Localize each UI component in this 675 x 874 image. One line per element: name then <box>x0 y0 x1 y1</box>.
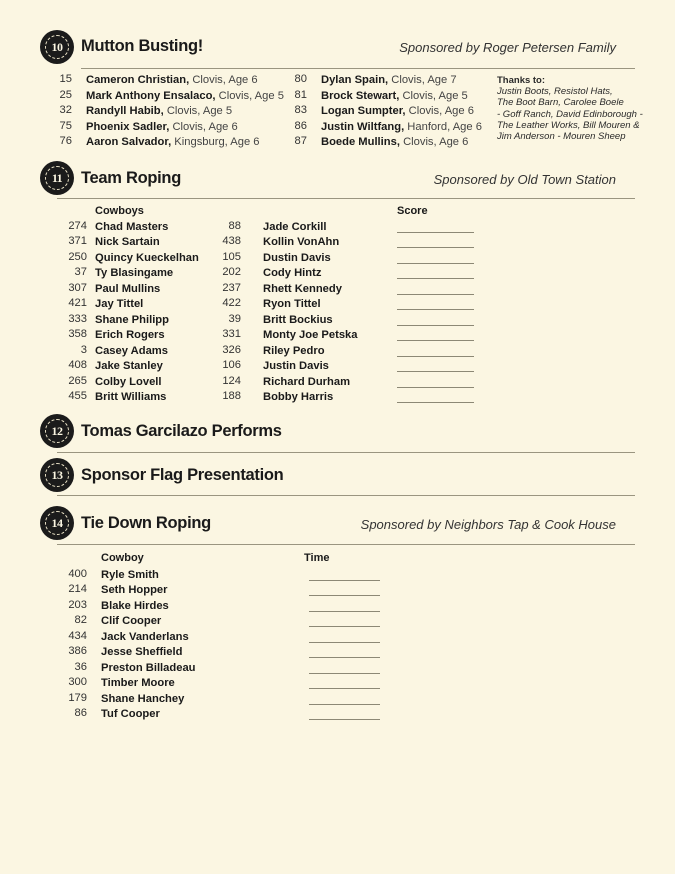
score-line <box>397 325 474 326</box>
heeler-number: 188 <box>222 389 241 402</box>
event-number: 13 <box>45 463 69 487</box>
event-badge-12 <box>40 414 74 448</box>
heeler-name: Bobby Harris <box>263 390 334 403</box>
heeler-name: Kollin VonAhn <box>263 236 340 249</box>
event-badge-13 <box>40 458 74 492</box>
contestant-name: Boede Mullins, <box>321 136 400 149</box>
cowboy-name: Shane Hanchey <box>101 692 185 705</box>
event-number: 11 <box>45 166 69 190</box>
heeler-number: 105 <box>222 250 241 263</box>
section-title: Team Roping <box>81 169 181 187</box>
section-title: Sponsor Flag Presentation <box>81 466 284 484</box>
header-score: Score <box>397 205 428 217</box>
heeler-name: Rhett Kennedy <box>263 282 342 295</box>
header-time: Time <box>304 552 330 564</box>
time-line <box>309 719 380 720</box>
thanks-title: Thanks to: <box>497 75 546 86</box>
contestant-info: Clovis, Age 7 <box>391 74 457 86</box>
header-name: Jay Tittel <box>95 298 144 311</box>
heeler-number: 39 <box>228 312 241 325</box>
contestant-info: Clovis, Age 6 <box>172 120 238 133</box>
time-line <box>309 580 380 581</box>
heeler-name: Cody Hintz <box>263 267 322 280</box>
heeler-number: 331 <box>222 328 241 341</box>
section-title: Tomas Garcilazo Performs <box>81 422 282 440</box>
header-name: Chad Masters <box>95 221 169 233</box>
heeler-name: Justin Davis <box>263 360 329 373</box>
header-name: Casey Adams <box>95 344 168 357</box>
time-line <box>309 642 380 643</box>
heeler-number: 202 <box>222 266 241 279</box>
header-name: Quincy Kueckelhan <box>95 251 199 264</box>
heeler-name: Britt Bockius <box>263 313 333 326</box>
contestant-info: Kingsburg, Age 6 <box>174 136 260 149</box>
thanks-line: - Goff Ranch, David Edinborough - <box>497 108 643 120</box>
cowboy-name: Seth Hopper <box>101 584 168 597</box>
heeler-name: Jade Corkill <box>263 221 327 233</box>
entry-number: 300 <box>68 676 87 689</box>
contestant-name: Aaron Salvador, <box>86 136 172 149</box>
contestant-info: Clovis, Age 6 <box>403 136 469 149</box>
section-sponsor: Sponsored by Neighbors Tap & Cook House <box>360 517 616 532</box>
header-number: 307 <box>68 281 87 294</box>
event-number: 12 <box>45 419 69 443</box>
score-line <box>397 263 474 264</box>
contestant-info: Hanford, Age 6 <box>407 120 482 133</box>
heeler-number: 237 <box>222 281 241 294</box>
time-line <box>309 611 380 612</box>
contestant-entry <box>86 73 258 87</box>
section-divider <box>57 198 635 199</box>
contestant-name: Randyll Habib, <box>86 105 164 118</box>
score-line <box>397 232 474 233</box>
thanks-line: Jim Anderson - Mouren Sheep <box>497 131 626 143</box>
header-name: Colby Lovell <box>95 375 162 388</box>
contestant-name: Justin Wiltfang, <box>321 120 405 133</box>
header-number: 408 <box>68 359 87 372</box>
entry-number: 80 <box>294 73 307 85</box>
time-line <box>309 673 380 674</box>
entry-number: 83 <box>294 104 307 117</box>
section-sponsor: Sponsored by Old Town Station <box>433 172 616 187</box>
cowboy-name: Blake Hirdes <box>101 599 169 612</box>
entry-number: 87 <box>294 135 307 148</box>
header-name: Britt Williams <box>95 390 167 403</box>
entry-number: 25 <box>59 88 72 101</box>
section-title: Tie Down Roping <box>81 514 211 532</box>
time-line <box>309 626 380 627</box>
event-badge-14 <box>40 506 74 540</box>
heeler-name: Monty Joe Petska <box>263 329 358 342</box>
heeler-name: Dustin Davis <box>263 251 331 264</box>
heeler-name: Ryon Tittel <box>263 298 321 311</box>
entry-number: 86 <box>294 119 307 132</box>
contestant-info: Clovis, Age 5 <box>402 89 468 102</box>
header-number: 274 <box>68 220 87 232</box>
time-line <box>309 688 380 689</box>
entry-number: 203 <box>68 598 87 611</box>
entry-number: 81 <box>294 88 307 101</box>
contestant-entry <box>321 89 468 103</box>
thanks-line: The Boot Barn, Carolee Boele <box>497 97 624 109</box>
score-line <box>397 356 474 357</box>
thanks-lines <box>497 86 643 142</box>
heeler-name: Richard Durham <box>263 375 351 388</box>
score-line <box>397 278 474 279</box>
heeler-number: 88 <box>228 220 241 232</box>
contestant-entry <box>86 89 284 103</box>
cowboy-name: Clif Cooper <box>101 615 162 628</box>
event-badge-10 <box>40 30 74 64</box>
event-number: 14 <box>45 511 69 535</box>
thanks-line: The Leather Works, Bill Mouren & <box>497 119 640 131</box>
heeler-number: 422 <box>222 297 241 310</box>
cowboy-name: Tuf Cooper <box>101 708 160 721</box>
score-line <box>397 294 474 295</box>
header-number: 421 <box>68 297 87 310</box>
heeler-number: 124 <box>222 374 241 387</box>
header-cowboy: Cowboy <box>101 552 144 564</box>
header-name: Erich Rogers <box>95 329 165 342</box>
contestant-info: Clovis, Age 5 <box>218 89 284 102</box>
contestant-name: Brock Stewart, <box>321 89 400 102</box>
thanks-block <box>497 75 643 142</box>
header-number: 455 <box>68 389 87 402</box>
time-line <box>309 595 380 596</box>
contestant-entry <box>321 135 468 149</box>
heeler-number: 106 <box>222 359 241 372</box>
contestant-entry <box>321 73 457 87</box>
section-divider <box>57 544 635 545</box>
entry-number: 434 <box>68 629 87 642</box>
heeler-number: 438 <box>222 235 241 248</box>
contestant-entry <box>321 104 474 118</box>
contestant-entry <box>86 120 238 134</box>
heeler-number: 326 <box>222 343 241 356</box>
header-name: Shane Philipp <box>95 313 169 326</box>
time-line <box>309 657 380 658</box>
event-number: 10 <box>45 35 69 59</box>
contestant-name: Cameron Christian, <box>86 74 190 86</box>
entry-number: 76 <box>59 135 72 148</box>
header-number: 37 <box>74 266 87 279</box>
contestant-info: Clovis, Age 5 <box>166 105 233 118</box>
section-divider <box>81 68 635 69</box>
entry-number: 36 <box>74 660 87 673</box>
score-line <box>397 387 474 388</box>
score-line <box>397 402 474 403</box>
section-sponsor: Sponsored by Roger Petersen Family <box>399 40 616 55</box>
cowboy-name: Timber Moore <box>101 677 175 690</box>
header-number: 371 <box>68 235 87 248</box>
score-line <box>397 309 474 310</box>
header-name: Ty Blasingame <box>95 267 174 280</box>
entry-number: 179 <box>68 691 87 704</box>
event-badge-11 <box>40 161 74 195</box>
contestant-entry <box>86 135 260 149</box>
contestant-name: Dylan Spain, <box>321 74 389 86</box>
header-name: Jake Stanley <box>95 360 163 373</box>
contestant-entry <box>321 120 482 134</box>
header-number: 358 <box>68 328 87 341</box>
contestant-info: Clovis, Age 6 <box>192 74 258 86</box>
contestant-entry <box>86 104 232 118</box>
score-line <box>397 340 474 341</box>
entry-number: 15 <box>59 73 72 85</box>
contestant-name: Mark Anthony Ensalaco, <box>86 89 216 102</box>
entry-number: 86 <box>74 707 87 720</box>
contestant-name: Phoenix Sadler, <box>86 120 170 133</box>
score-line <box>397 371 474 372</box>
header-name: Paul Mullins <box>95 282 161 295</box>
entry-number: 75 <box>59 119 72 132</box>
contestant-name: Logan Sumpter, <box>321 105 406 118</box>
header-number: 265 <box>68 374 87 387</box>
header-number: 250 <box>68 250 87 263</box>
cowboy-name: Jack Vanderlans <box>101 630 189 643</box>
cowboy-name: Jesse Sheffield <box>101 646 183 659</box>
entry-number: 82 <box>74 614 87 627</box>
cowboy-name: Preston Billadeau <box>101 661 196 674</box>
header-number: 3 <box>80 343 87 356</box>
cowboy-name: Ryle Smith <box>101 569 159 581</box>
header-name: Nick Sartain <box>95 236 160 249</box>
score-line <box>397 247 474 248</box>
time-line <box>309 704 380 705</box>
section-title: Mutton Busting! <box>81 37 203 55</box>
heeler-name: Riley Pedro <box>263 344 325 357</box>
header-number: 333 <box>68 312 87 325</box>
header-cowboys: Cowboys <box>95 205 144 217</box>
contestant-info: Clovis, Age 6 <box>408 105 474 118</box>
entry-number: 400 <box>68 568 87 580</box>
section-divider <box>57 495 635 496</box>
entry-number: 214 <box>68 583 87 596</box>
entry-number: 32 <box>59 104 72 117</box>
thanks-line: Justin Boots, Resistol Hats, <box>497 86 613 98</box>
section-divider <box>57 452 635 453</box>
entry-number: 386 <box>68 645 87 658</box>
